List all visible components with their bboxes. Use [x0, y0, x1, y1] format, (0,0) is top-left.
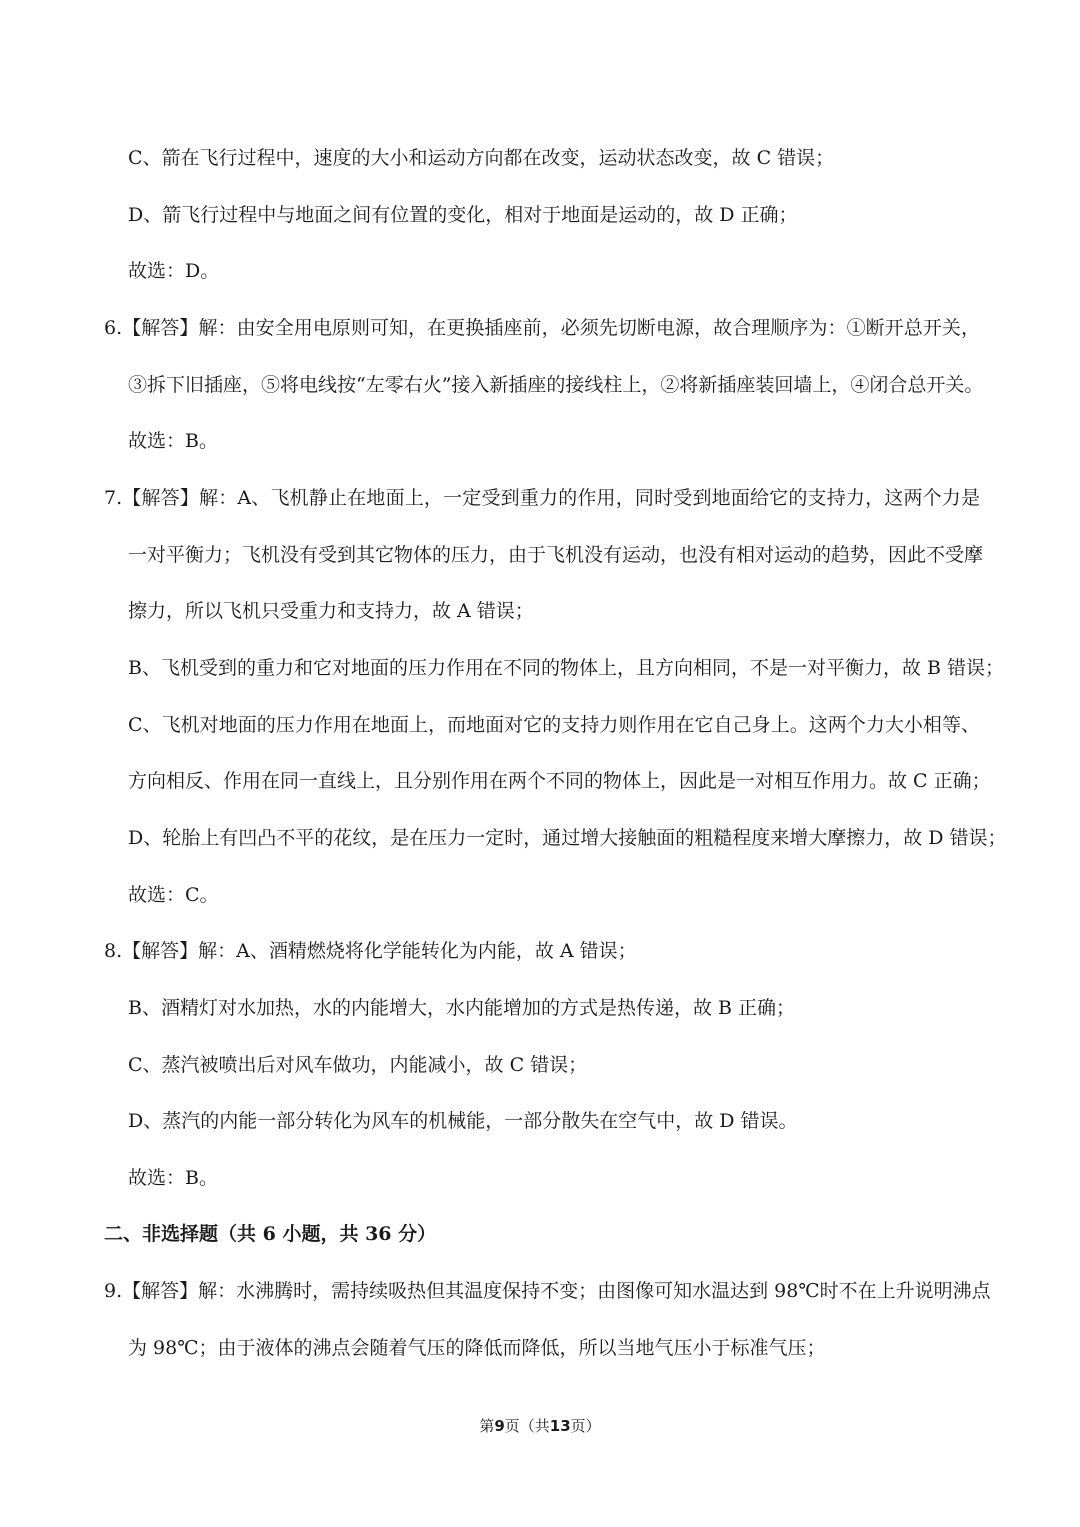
footer-page-number: 9 [494, 1417, 505, 1435]
text-line: 8.【解答】解：A、酒精燃烧将化学能转化为内能，故 A 错误； [104, 940, 637, 962]
text-line: B、飞机受到的重力和它对地面的压力作用在不同的物体上，且方向相同，不是一对平衡力，故 B 错误； [128, 657, 1005, 679]
text-line: 故选：B。 [128, 430, 218, 452]
section-heading: 二、非选择题（共 6 小题，共 36 分） [104, 1223, 437, 1245]
text-line: ③拆下旧插座，⑤将电线按“左零右火”接入新插座的接线柱上，②将新插座装回墙上，④闭合总开关。 [128, 374, 984, 396]
text-line: C、箭在飞行过程中，速度的大小和运动方向都在改变，运动状态改变，故 C 错误； [128, 147, 835, 169]
footer-middle: 页（共 [504, 1417, 550, 1435]
text-line: C、蒸汽被喷出后对风车做功，内能减小，故 C 错误； [128, 1054, 588, 1076]
text-line: 为 98℃；由于液体的沸点会随着气压的降低而降低，所以当地气压小于标准气压； [128, 1337, 826, 1359]
text-line: 6.【解答】解：由安全用电原则可知，在更换插座前，必须先切断电源，故合理顺序为：①断开总开关， [104, 317, 980, 339]
text-line: B、酒精灯对水加热，水的内能增大，水内能增加的方式是热传递，故 B 正确； [128, 997, 796, 1019]
text-line: C、飞机对地面的压力作用在地面上，而地面对它的支持力则作用在它自己身上。这两个力大小相等、 [128, 714, 980, 736]
footer-total-pages: 13 [549, 1417, 571, 1435]
text-line: D、蒸汽的内能一部分转化为风车的机械能，一部分散失在空气中，故 D 错误。 [128, 1110, 798, 1132]
text-line: 一对平衡力；飞机没有受到其它物体的压力，由于飞机没有运动，也没有相对运动的趋势，因此不受摩 [128, 544, 984, 566]
text-line: 故选：C。 [128, 884, 219, 906]
text-line: 擦力，所以飞机只受重力和支持力，故 A 错误； [128, 600, 534, 622]
text-line: 7.【解答】解：A、飞机静止在地面上，一定受到重力的作用，同时受到地面给它的支持力，这两个力是 [104, 487, 980, 509]
footer-prefix: 第 [479, 1417, 495, 1435]
text-line: 故选：D。 [128, 260, 220, 282]
text-line: D、轮胎上有凹凸不平的花纹，是在压力一定时，通过增大接触面的粗糙程度来增大摩擦力，故 D 错误； [128, 827, 1007, 849]
text-line: 故选：B。 [128, 1167, 218, 1189]
footer-suffix: 页） [570, 1417, 601, 1435]
text-line: 9.【解答】解：水沸腾时，需持续吸热但其温度保持不变；由图像可知水温达到 98℃时不在上升说明沸点 [104, 1280, 991, 1302]
page-footer [0, 1416, 1080, 1436]
text-line: D、箭飞行过程中与地面之间有位置的变化，相对于地面是运动的，故 D 正确； [128, 204, 798, 226]
text-line: 方向相反、作用在同一直线上，且分别作用在两个不同的物体上，因此是一对相互作用力。故 C 正确； [128, 770, 991, 792]
